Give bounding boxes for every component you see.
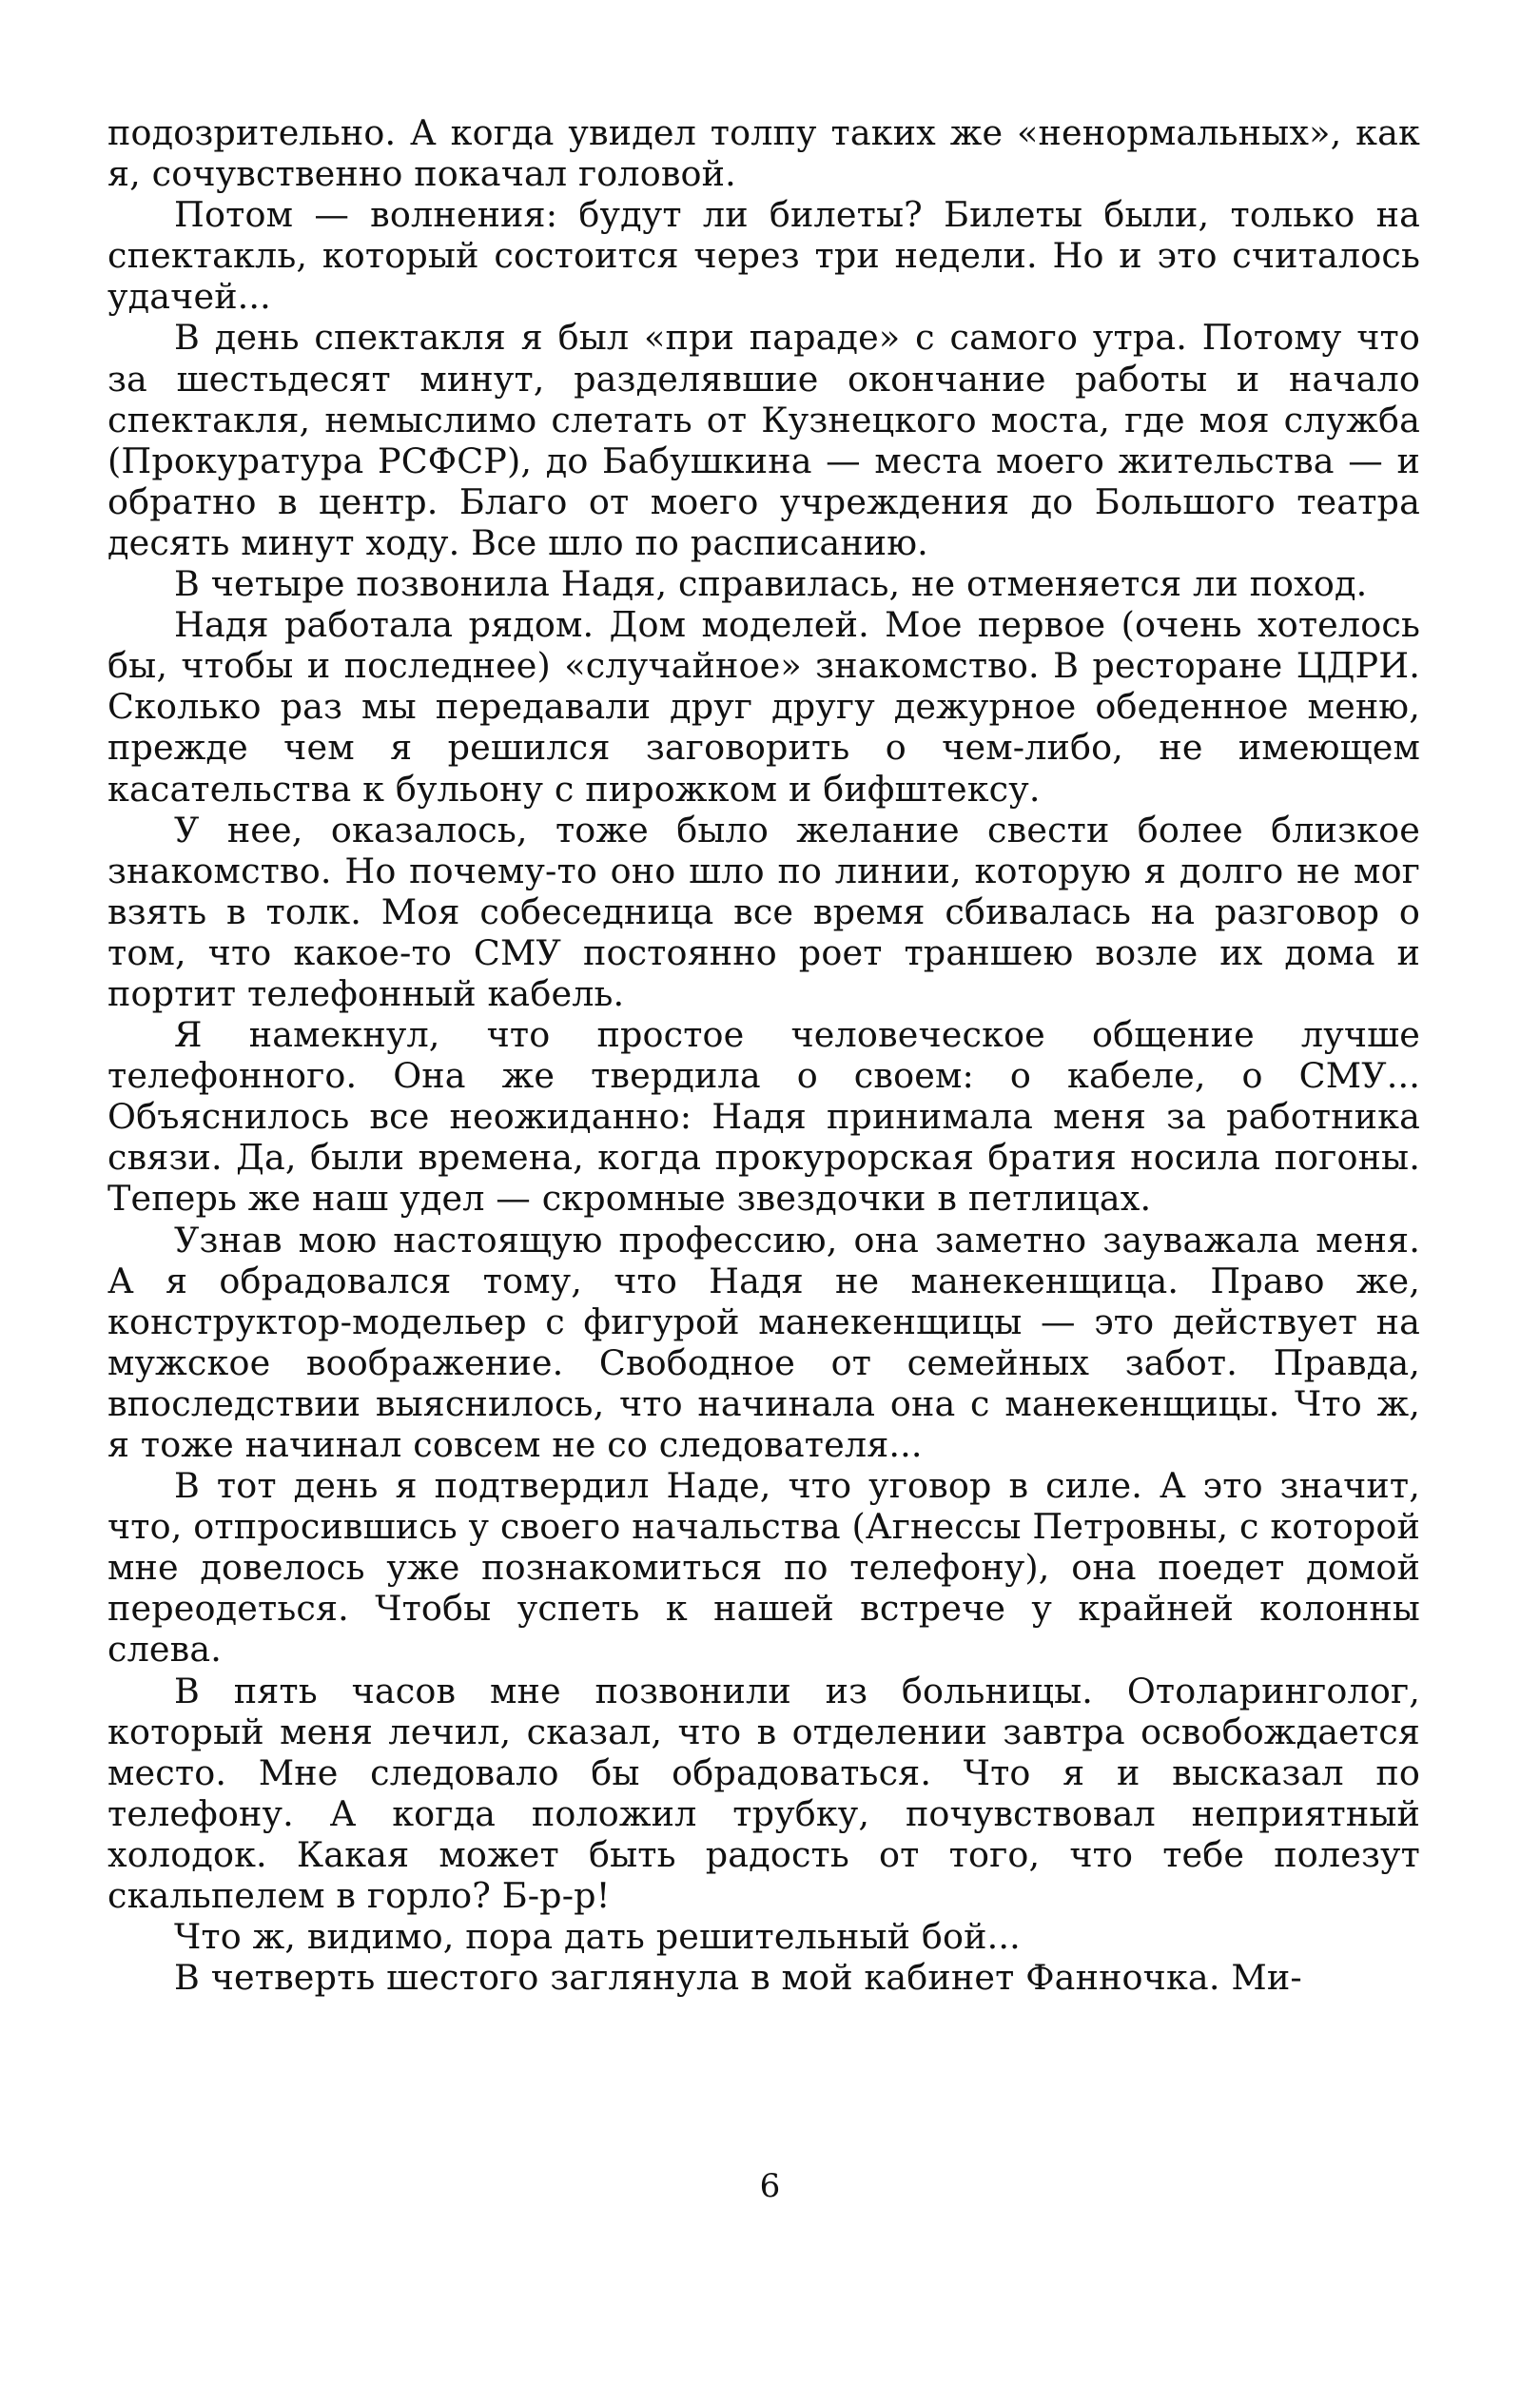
paragraph-8: Узнав мою настоящую профессию, она заметно зауважала меня. А я обрадовался тому, что Надя не манекенщица. Право же, конструктор-модельер с фигурой манекенщицы — это действует на мужское воображение. Свободное от семейных забот. Правда, впоследствии выяснилось, что начинала она с манекенщицы. Что ж, я тоже начинал совсем не со следователя... — [107, 1219, 1420, 1465]
paragraph-9: В тот день я подтвердил Наде, что уговор в силе. А это значит, что, отпросившись у своего начальства (Агнессы Петровны, с которой мне довелось уже познакомиться по телефону), она поедет домой переодеться. Чтобы успеть к нашей встрече у крайней колонны слева. — [107, 1465, 1420, 1671]
paragraph-4: В четыре позвонила Надя, справилась, не отменяется ли поход. — [174, 563, 1368, 605]
paragraph-10: В пять часов мне позвонили из больницы. Отоларинголог, который меня лечил, сказал, что в отделении завтра освобождается место. Мне следовало бы обрадоваться. Что я и высказал по телефону. А когда положил трубку, почувствовал неприятный холодок. Какая может быть радость от того, что тебе полезут скальпелем в горло? Б-р-р! — [107, 1670, 1420, 1917]
paragraph-6: У нее, оказалось, тоже было желание свести более близкое знакомство. Но почему-то оно шло по линии, которую я долго не мог взять в толк. Моя собеседница все время сбивалась на разговор о том, что какое-то СМУ постоянно роет траншею возле их дома и портит телефонный кабель. — [107, 809, 1420, 1014]
paragraph-11: Что ж, видимо, пора дать решительный бой... — [174, 1916, 1021, 1958]
paragraph-1: подозрительно. А когда увидел толпу таких же «ненормальных», как я, сочувственно покачал головой. — [107, 112, 1420, 195]
paragraph-12: В четверть шестого заглянула в мой кабинет Фанночка. Ми- — [174, 1957, 1302, 1999]
page-number: 6 — [759, 2167, 781, 2205]
page-body — [107, 112, 1420, 1998]
paragraph-2: Потом — волнения: будут ли билеты? Билеты были, только на спектакль, который состоится через три недели. Но и это считалось удачей... — [107, 194, 1420, 318]
paragraph-7: Я намекнул, что простое человеческое общение лучше телефонного. Она же твердила о своем: о кабеле, о СМУ... Объяснилось все неожиданно: Надя принимала меня за работника связи. Да, были времена, когда прокурорская братия носила погоны. Теперь же наш удел — скромные звездочки в петлицах. — [107, 1014, 1420, 1220]
paragraph-5: Надя работала рядом. Дом моделей. Мое первое (очень хотелось бы, чтобы и последнее) «случайное» знакомство. В ресторане ЦДРИ. Сколько раз мы передавали друг другу дежурное обеденное меню, прежде чем я решился заговорить о чем-либо, не имеющем касательства к бульону с пирожком и бифштексу. — [107, 604, 1420, 810]
paragraph-3: В день спектакля я был «при параде» с самого утра. Потому что за шестьдесят минут, разделявшие окончание работы и начало спектакля, немыслимо слетать от Кузнецкого моста, где моя служба (Прокуратура РСФСР), до Бабушкина — места моего жительства — и обратно в центр. Благо от моего учреждения до Большого театра десять минут ходу. Все шло по расписанию. — [107, 317, 1420, 563]
